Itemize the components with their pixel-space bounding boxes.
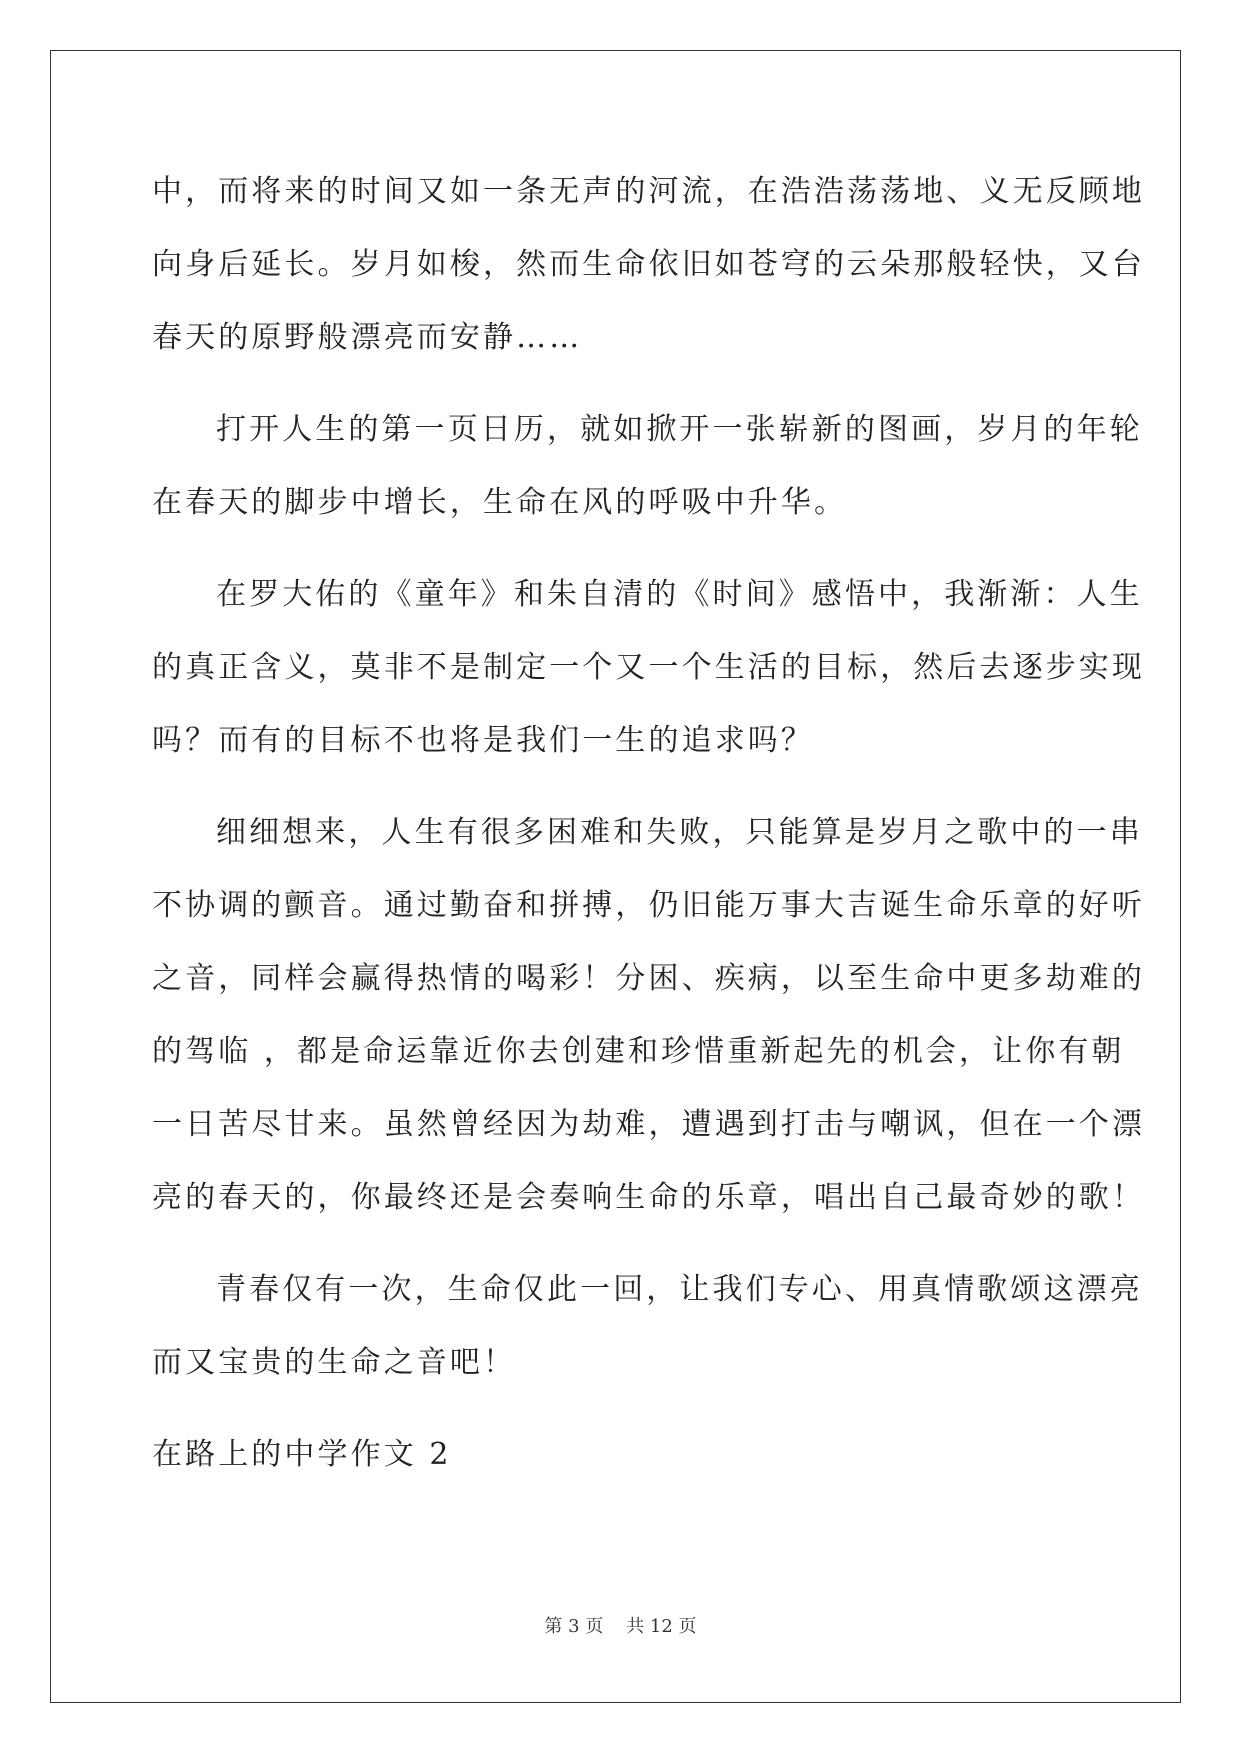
page-number-footer: 第 3 页 共 12 页: [544, 1616, 697, 1637]
paragraph-first-line: 青春仅有一次，生命仅此一回，让我们专心、用真情歌颂这漂亮: [216, 1272, 1143, 1307]
paragraph-first-line: 在罗大佑的《童年》和朱自清的《时间》感悟中，我渐渐：人生: [216, 577, 1143, 612]
body-text-line: 亮的春天的，你最终还是会奏响生命的乐章，唱出自己最奇妙的歌！: [152, 1180, 1145, 1215]
body-text-line: 而又宝贵的生命之音吧！: [152, 1345, 517, 1380]
body-text-line: 向身后延长。岁月如梭，然而生命依旧如苍穹的云朵那般轻快，又台: [152, 247, 1145, 282]
body-text-line: 不协调的颤音。通过勤奋和拼搏，仍旧能万事大吉诞生命乐章的好听: [152, 888, 1145, 923]
body-text-line: 吗？而有的目标不也将是我们一生的追求吗？: [152, 723, 814, 758]
body-text-line: 的驾临 ，都是命运靠近你去创建和珍惜重新起先的机会，让你有朝: [152, 1034, 1125, 1069]
paragraph-first-line: 打开人生的第一页日历，就如掀开一张崭新的图画，岁月的年轮: [216, 412, 1143, 447]
body-text-line: 之音，同样会赢得热情的喝彩！分困、疾病，以至生命中更多劫难的: [152, 961, 1145, 996]
section-heading: 在路上的中学作文 2: [152, 1437, 452, 1472]
body-text-line: 春天的原野般漂亮而安静……: [152, 320, 583, 355]
body-text-line: 在春天的脚步中增长，生命在风的呼吸中升华。: [152, 485, 848, 520]
body-text-line: 的真正含义，莫非不是制定一个又一个生活的目标，然后去逐步实现: [152, 650, 1145, 685]
body-text-line: 中，而将来的时间又如一条无声的河流，在浩浩荡荡地、义无反顾地: [152, 174, 1145, 209]
body-text-line: 一日苦尽甘来。虽然曾经因为劫难，遭遇到打击与嘲讽，但在一个漂: [152, 1107, 1145, 1142]
paragraph-first-line: 细细想来，人生有很多困难和失败，只能算是岁月之歌中的一串: [216, 815, 1143, 850]
